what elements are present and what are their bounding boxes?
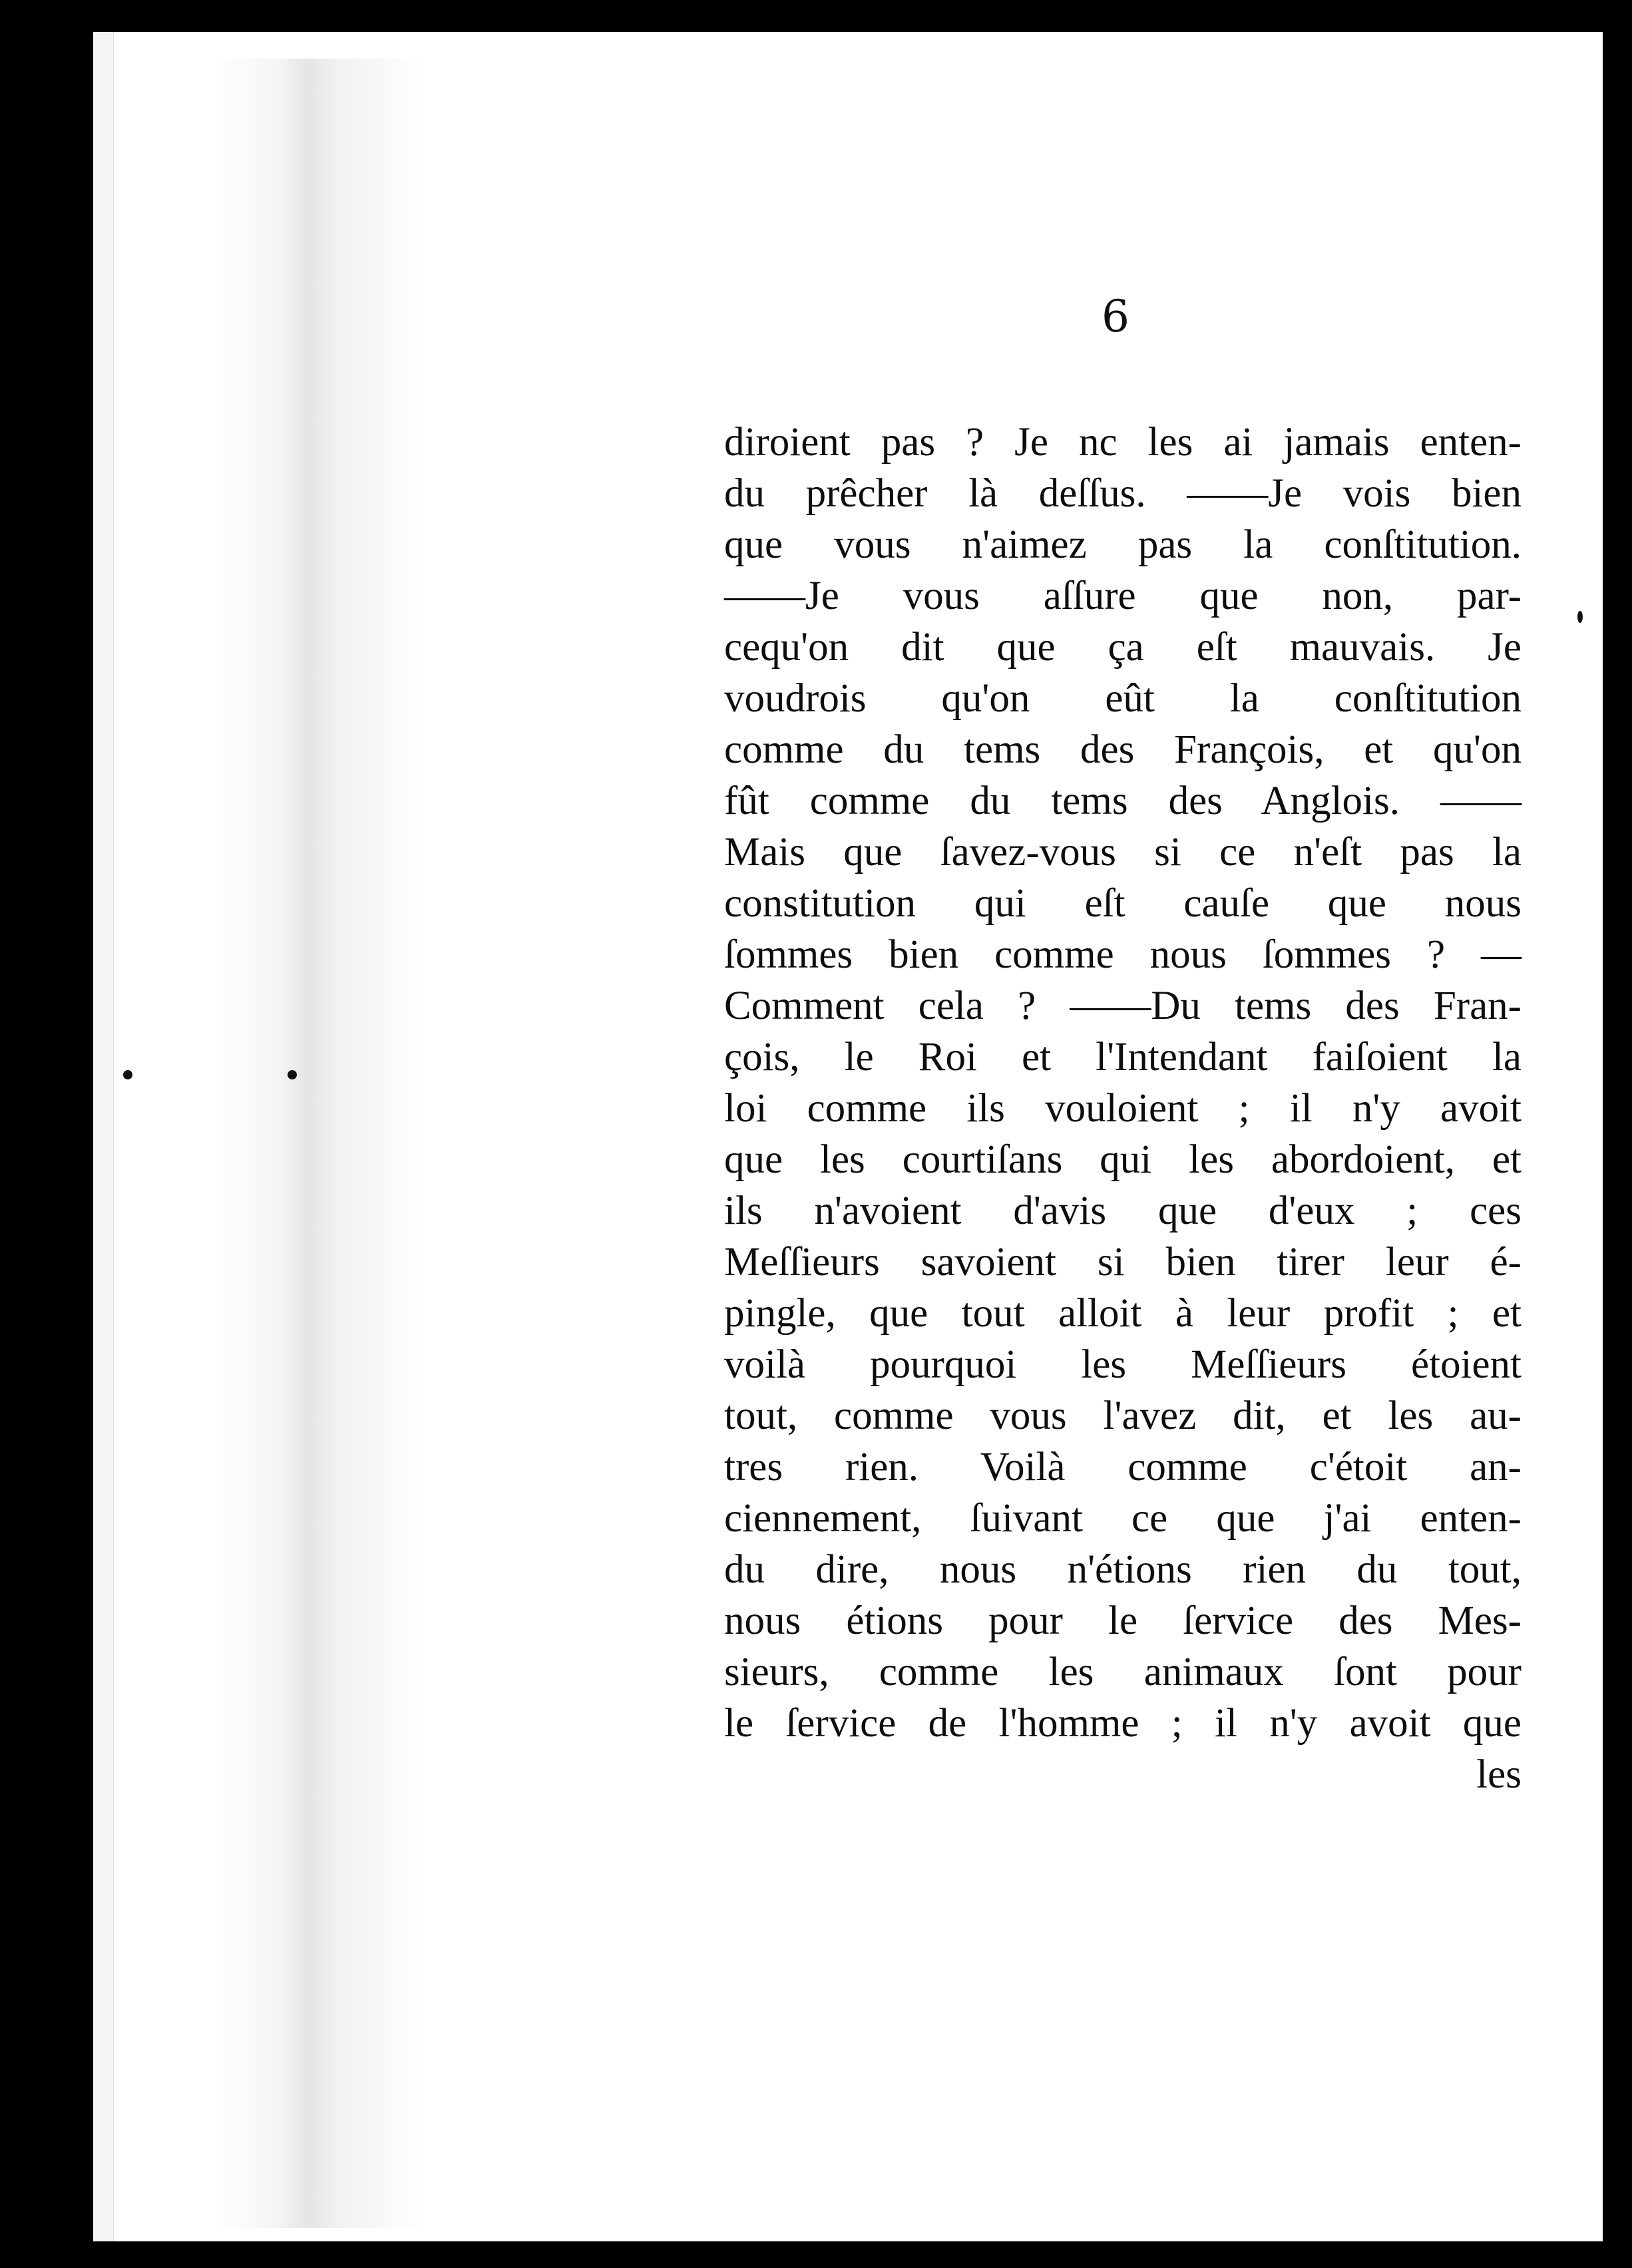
text-line: voilà pourquoi les Meſſieurs étoient (724, 1342, 1522, 1387)
body-text (724, 417, 1522, 1800)
text-line: ciennement, ſuivant ce que j'ai enten- (724, 1496, 1522, 1541)
text-line: comme du tems des François, et qu'on (724, 727, 1522, 772)
page-number: 6 (1102, 291, 1129, 342)
text-line: Meſſieurs savoient si bien tirer leur é- (724, 1240, 1522, 1284)
text-line: du dire, nous n'étions rien du tout, (724, 1547, 1522, 1592)
catchword: les (1476, 1752, 1522, 1797)
text-line: sieurs, comme les animaux ſont pour (724, 1650, 1522, 1694)
text-line: que vous n'aimez pas la conſtitution. (724, 522, 1522, 567)
text-line: ——Je vous aſſure que non, par- (724, 574, 1522, 618)
page-edge (93, 32, 114, 2241)
text-line: le ſervice de l'homme ; il n'y avoit que (724, 1701, 1522, 1746)
text-line: que les courtiſans qui les abordoient, et (724, 1137, 1522, 1182)
ink-speck (1577, 611, 1583, 623)
text-line: ils n'avoient d'avis que d'eux ; ces (724, 1189, 1522, 1233)
text-line: nous étions pour le ſervice des Mes- (724, 1599, 1522, 1643)
text-line: loi comme ils vouloient ; il n'y avoit (724, 1086, 1522, 1131)
text-line: constitution qui eſt cauſe que nous (724, 881, 1522, 926)
text-line: cequ'on dit que ça eſt mauvais. Je (724, 625, 1522, 669)
text-line: çois, le Roi et l'Intendant faiſoient la (724, 1035, 1522, 1079)
text-line: pingle, que tout alloit à leur profit ; et (724, 1291, 1522, 1336)
book-page (93, 32, 1604, 2241)
text-line: voudrois qu'on eût la conſtitution (724, 676, 1522, 721)
scan-border (1603, 0, 1632, 2268)
ink-speck (288, 1070, 297, 1079)
text-line: Mais que ſavez-vous si ce n'eſt pas la (724, 830, 1522, 874)
text-line: tres rien. Voilà comme c'étoit an- (724, 1445, 1522, 1489)
ink-speck (123, 1070, 132, 1079)
text-line: ſommes bien comme nous ſommes ? — (724, 932, 1522, 977)
text-line: fût comme du tems des Anglois. —— (724, 779, 1522, 823)
gutter-shadow (213, 59, 426, 2228)
text-line: diroient pas ? Je nc les ai jamais enten- (724, 420, 1522, 465)
text-line: Comment cela ? ——Du tems des Fran- (724, 984, 1522, 1028)
text-line: du prêcher là deſſus. ——Je vois bien (724, 471, 1522, 516)
text-line: tout, comme vous l'avez dit, et les au- (724, 1394, 1522, 1438)
